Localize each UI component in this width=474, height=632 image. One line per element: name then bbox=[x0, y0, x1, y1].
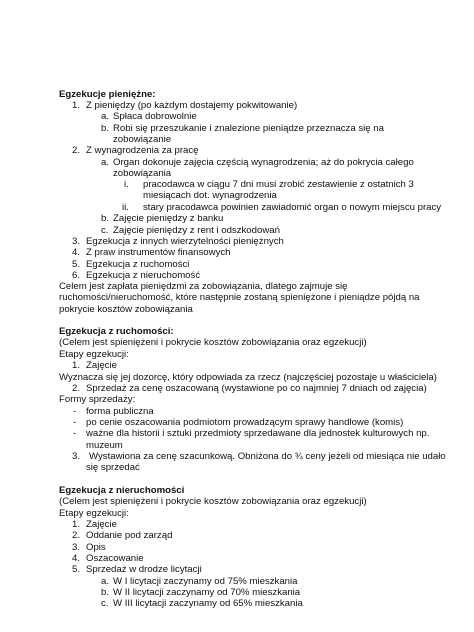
paragraph-line: (Celem jest spieniężeni i pokrycie kosztów zobowiązania oraz egzekucji) bbox=[59, 337, 367, 348]
list-letter: c. bbox=[101, 598, 109, 609]
list-number: 3. bbox=[72, 542, 81, 553]
list-item: Spłaca dobrowolnie bbox=[113, 111, 197, 122]
list-item: Wystawiona za cenę szacunkową. Obniżona do ¾ ceny jeżeli od miesiąca nie udało bbox=[89, 451, 446, 462]
paragraph-line: Celem jest zapłata pieniędzmi za zobowiązania, dlatego zajmuje się bbox=[59, 281, 348, 292]
list-item-continuation: zobowiązanie bbox=[113, 134, 172, 145]
list-item-continuation: się sprzedać bbox=[86, 462, 140, 473]
section-heading: Egzekucja z nieruchomości bbox=[59, 485, 185, 496]
list-item: Z praw instrumentów finansowych bbox=[86, 247, 231, 258]
list-item: W II licytacji zaczynamy od 70% mieszkania bbox=[113, 587, 301, 598]
list-item: po cenie oszacowania podmiotom prowadzącym sprawy handlowe (komis) bbox=[86, 417, 404, 428]
list-item: Zajęcie bbox=[86, 360, 117, 371]
paragraph-line: ruchomości/nieruchomość, które następnie zostaną spieniężone i pieniądze pójdą na bbox=[59, 292, 420, 303]
list-item: Sprzedaż za cenę oszacowaną (wystawione po co najmniej 7 dniach od zajęcia) bbox=[86, 383, 427, 394]
list-item: Zajęcie pieniędzy z banku bbox=[113, 213, 224, 224]
list-number: 2. bbox=[72, 383, 81, 394]
list-item: Zajęcie bbox=[86, 519, 117, 530]
list-letter: c. bbox=[101, 225, 109, 236]
section-heading: Egzekucje pieniężne: bbox=[59, 89, 156, 100]
list-number: 2. bbox=[72, 530, 81, 541]
paragraph-line: (Celem jest spieniężeni i pokrycie kosztów zobowiązania oraz egzekucji) bbox=[59, 496, 367, 507]
list-item: stary pracodawca powinien zawiadomić organ o nowym miejscu pracy bbox=[143, 202, 442, 213]
list-roman: ii. bbox=[122, 202, 129, 213]
list-letter: a. bbox=[101, 576, 110, 587]
list-item: Z wynagrodzenia za pracę bbox=[86, 145, 199, 156]
section-heading: Egzekucja z ruchomości: bbox=[59, 326, 174, 337]
list-item: Egzekucja z ruchomości bbox=[86, 259, 190, 270]
list-item: Zajęcie pieniędzy z rent i odszkodowań bbox=[113, 225, 280, 236]
paragraph-line: pokrycie kosztów zobowiązania bbox=[59, 304, 193, 315]
list-item: Sprzedaż w drodze licytacji bbox=[86, 564, 202, 575]
list-number: 2. bbox=[72, 145, 81, 156]
list-roman: i. bbox=[124, 179, 129, 190]
list-number: 4. bbox=[72, 553, 81, 564]
list-item-continuation: muzeum bbox=[86, 440, 123, 451]
list-item: Oszacowanie bbox=[86, 553, 144, 564]
list-item: W III licytacji zaczynamy od 65% mieszkania bbox=[113, 598, 303, 609]
list-item: forma publiczna bbox=[86, 406, 154, 417]
list-item-continuation: miesiącach dot. wynagrodzenia bbox=[143, 190, 277, 201]
list-number: 1. bbox=[72, 100, 81, 111]
list-letter: a. bbox=[101, 157, 110, 168]
list-dash: - bbox=[73, 406, 77, 417]
list-item: ważne dla historii i sztuki przedmioty sprzedawane dla jednostek kulturowych np. bbox=[86, 428, 430, 439]
list-number: 1. bbox=[72, 360, 81, 371]
list-letter: b. bbox=[101, 587, 110, 598]
list-number: 3. bbox=[72, 236, 81, 247]
list-number: 4. bbox=[72, 247, 81, 258]
paragraph-line: Formy sprzedaży: bbox=[59, 394, 136, 405]
list-item-continuation: zobowiązania bbox=[113, 168, 172, 179]
list-number: 5. bbox=[72, 564, 81, 575]
list-item: Egzekucja z nieruchomość bbox=[86, 270, 201, 281]
list-item: Z pieniędzy (po każdym dostajemy pokwitowanie) bbox=[86, 100, 298, 111]
list-item: Robi się przeszukanie i znalezione pieniądze przeznacza się na bbox=[113, 123, 384, 134]
list-item: Organ dokonuje zajęcia częścią wynagrodzenia; aż do pokrycia całego bbox=[113, 157, 414, 168]
list-item: Oddanie pod zarząd bbox=[86, 530, 173, 541]
list-number: 3. bbox=[72, 451, 81, 462]
paragraph-line: Wyznacza się jej dozorcę, który odpowiada za rzecz (najczęściej pozostaje u właściciela) bbox=[59, 372, 437, 383]
list-item: Egzekucja z innych wierzytelności pieniężnych bbox=[86, 236, 284, 247]
list-item: pracodawca w ciągu 7 dni musi zrobić zestawienie z ostatnich 3 bbox=[143, 179, 414, 190]
list-item: W I licytacji zaczynamy od 75% mieszkania bbox=[113, 576, 298, 587]
list-dash: - bbox=[73, 428, 77, 439]
list-number: 1. bbox=[72, 519, 81, 530]
list-item: Opis bbox=[86, 542, 106, 553]
list-letter: b. bbox=[101, 213, 110, 224]
list-dash: - bbox=[73, 417, 77, 428]
list-letter: b. bbox=[101, 123, 110, 134]
paragraph-line: Etapy egzekucji: bbox=[59, 349, 129, 360]
paragraph-line: Etapy egzekucji: bbox=[59, 508, 129, 519]
list-letter: a. bbox=[101, 111, 110, 122]
list-number: 6. bbox=[72, 270, 81, 281]
list-number: 5. bbox=[72, 259, 81, 270]
